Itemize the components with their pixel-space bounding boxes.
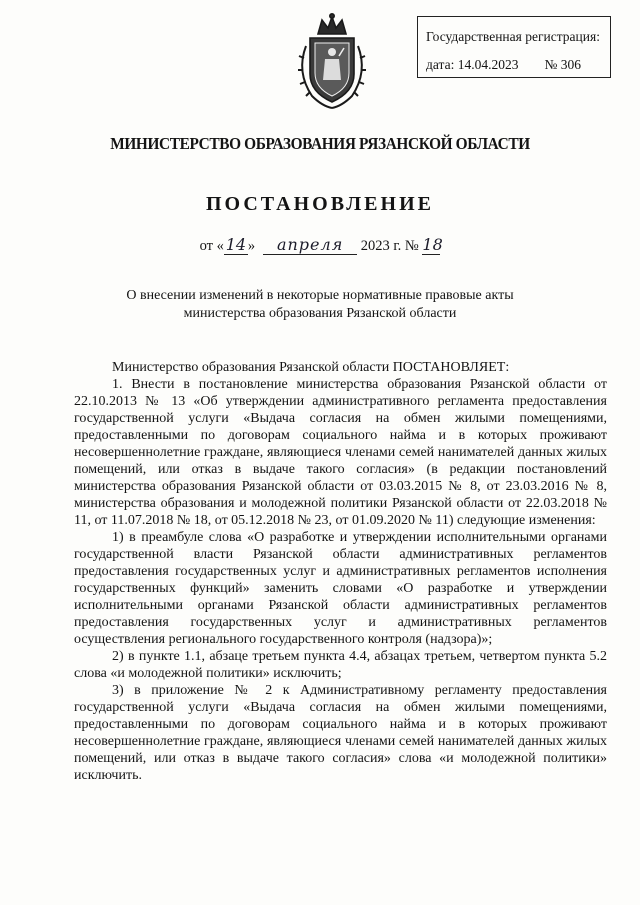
registration-number: № 306 [544, 57, 581, 72]
document-body [74, 359, 607, 784]
paragraph-preamble: Министерство образования Рязанской области ПОСТАНОВЛЯЕТ: [112, 360, 510, 375]
date-month: апреля [263, 236, 357, 255]
registration-date: дата: 14.04.2023 [426, 57, 519, 72]
paragraph-item-1: 1. Внести в постановление министерства образования Рязанской области от 22.10.2013 № 13 «Об утверждении административного регламента предоставления государственной услуги «Выдача согласия на обмен жилыми помещениями, предоставленными по договорам социального найма и в которых проживают несовершеннолетние граждане, являющиеся членами семей нанимателей данных жилых помещений, или отказ в выдаче такого согласия» (в редакции постановлений министерства образования Рязанской области от 03.03.2015 № 8, от 23.03.2016 № 8, министерства образования и молодежной политики Рязанской области от 22.03.2018 № 11, от 11.07.2018 № 18, от 05.12.2018 № 23, от 01.09.2020 № 11) следующие изменения: [74, 377, 607, 528]
date-day: 14 [225, 235, 247, 254]
date-year: 2023 г. № [360, 238, 419, 254]
ministry-heading: МИНИСТЕРСТВО ОБРАЗОВАНИЯ РЯЗАНСКОЙ ОБЛАСТИ [110, 134, 530, 153]
subject-line: О внесении изменений в некоторые нормативные правовые акты [126, 288, 514, 303]
document-type: ПОСТАНОВЛЕНИЕ [206, 193, 434, 215]
registration-stamp [417, 16, 611, 78]
paragraph-subitem-1: 1) в преамбуле слова «О разработке и утверждении исполнительными органами государственной власти Рязанской области административных регламентов предоставления государственных услуг и административных регламентов исполнения государственных функций» заменить словами «О разработке и утверждении исполнительными органами Рязанской области административных регламентов предоставления государственных услуг и административных регламентов осуществления регионального государственного контроля (надзора)»; [74, 530, 607, 647]
paragraph-subitem-3: 3) в приложение № 2 к Административному регламенту предоставления государственной услуги «Выдача согласия на обмен жилыми помещениями, предоставленными по договорам социального найма и в которых проживают несовершеннолетние граждане, являющиеся членами семей нанимателей данных жилых помещений, или отказ в выдаче такого согласия» слова «и молодежной политики» исключить. [74, 683, 607, 783]
document-subject [0, 287, 640, 322]
subject-line: министерства образования Рязанской области [183, 305, 457, 321]
coat-of-arms-icon [292, 12, 372, 112]
document-number: 18 [422, 235, 443, 254]
date-mid: » [247, 238, 256, 254]
paragraph-subitem-2: 2) в пункте 1.1, абзаце третьем пункта 4.4, абзацах третьем, четвертом пункта 5.2 слова «и молодежной политики» исключить; [74, 649, 607, 681]
date-line [0, 236, 640, 255]
date-prefix: от « [199, 238, 224, 254]
registration-title: Государственная регистрация: [426, 29, 600, 44]
